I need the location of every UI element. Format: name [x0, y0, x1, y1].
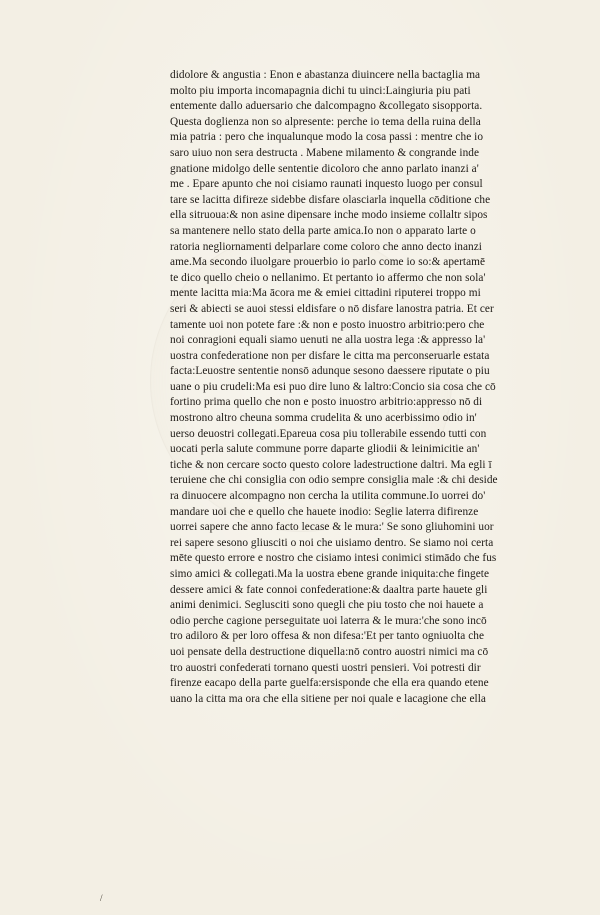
text-line: firenze eacapo della parte guelfa:ersisponde che ella era quando etene: [170, 677, 489, 690]
text-line: mente lacitta mia:Ma ācora me & emiei cittadini riputerei troppo mi: [170, 287, 481, 300]
page-mark: /: [100, 893, 103, 903]
text-line: uano la citta ma ora che ella sitiene per noi quale e lacagione che ella: [170, 692, 486, 705]
text-line: uane o piu crudeli:Ma esi puo dire luno & laltro:Concio sia cosa che cō: [170, 380, 496, 393]
text-line: entemente dallo aduersario che dalcompagno &collegato sisopporta.: [170, 100, 483, 113]
text-line: teruiene che chi consiglia con odio sempre consiglia male :& chi deside: [170, 474, 498, 487]
text-line: uocati perla salute commune porre daparte gliodii & leinimicitie an': [170, 443, 480, 456]
text-line: mostrono altro cheuna somma crudelita & uno acerbissimo odio in': [170, 412, 477, 425]
text-line: uerso deuostri collegati.Epareua cosa piu tollerabile essendo tutti con: [170, 427, 487, 440]
text-line: te dico quello cheio o nellanimo. Et pertanto io affermo che non sola': [170, 271, 486, 284]
text-line: tro auostri confederati tornano questi uostri pensieri. Voi potresti dir: [170, 661, 481, 674]
text-line: seri & abiecti se auoi stessi eldisfare o nō disfare lanostra patria. Et cer: [170, 302, 494, 315]
text-line: Questa doglienza non so alpresente: perche io tema della ruina della: [170, 115, 481, 128]
text-line: rei sapere sesono gliusciti o noi che uisiamo dentro. Se siamo noi certa: [170, 536, 494, 549]
text-line: tamente uoi non potete fare :& non e posto inuostro arbitrio:pero che: [170, 318, 485, 331]
text-line: ra dinuocere alcompagno non cercha la utilita commune.Io uorrei do': [170, 490, 486, 503]
text-line: uostra confederatione non per disfare le citta ma perconseruarle estata: [170, 349, 490, 362]
text-line: tiche & non cercare socto questo colore ladestructione daltri. Ma egli ī: [170, 458, 492, 471]
text-line: me . Epare apunto che noi cisiamo raunati inquesto luogo per consul: [170, 178, 483, 191]
text-line: simo amici & collegati.Ma la uostra ebene grande iniquita:che fingete: [170, 568, 490, 580]
text-line: gnatione midolgo delle sententie dicoloro che anno parlato inanzi a': [170, 162, 479, 175]
text-line: uorrei sapere che anno facto lecase & le mura:' Se sono gliuhomini uor: [170, 521, 494, 534]
text-line: ame.Ma secondo iluolgare prouerbio io parlo come io so:& apertamē: [170, 256, 486, 269]
text-line: ella sitruoua:& non asine dipensare inche modo insieme collaltr sipos: [170, 209, 488, 222]
text-line: tare se lacitta difireze sidebbe disfare olasciarla inquella cōditione che: [170, 193, 491, 206]
text-line: saro uiuo non sera destructa . Mabene milamento & congrande inde: [170, 146, 480, 159]
text-line: tro adiloro & per loro offesa & non difesa:'Et per tanto ogniuolta che: [170, 630, 485, 643]
text-line: dessere amici & fate connoi confederatione:& daaltra parte hauete gli: [170, 583, 488, 596]
text-line: mia patria : pero che inqualunque modo la cosa passi : mentre che io: [170, 131, 484, 144]
text-line: fortino prima quello che non e posto inuostro arbitrio:appresso nō di: [170, 396, 483, 409]
text-line: didolore & angustia : Enon e abastanza diuincere nella bactaglia ma: [170, 69, 481, 81]
text-line: ratoria negliornamenti delparlare come coloro che anno decto inanzi: [170, 240, 482, 253]
text-line: animi denimici. Seglusciti sono quegli che piu tosto che noi hauete a: [170, 599, 484, 612]
text-line: odio perche cagione perseguitate uoi laterra & le mura:'che sono incō: [170, 614, 487, 627]
text-line: uoi pensate della destructione diquella:nō contro auostri nimici ma cō: [170, 645, 489, 658]
text-line: mandare uoi che e quello che hauete inodio: Seglie laterra difirenze: [170, 505, 479, 518]
text-line: facta:Leuostre sententie nonsō adunque sesono daessere riputate o piu: [170, 365, 490, 378]
text-line: mēte questo errore e nostro che cisiamo intesi conimici stimādo che fus: [170, 552, 497, 565]
text-line: sa mantenere nello stato della parte amica.Io non o apparato larte o: [170, 224, 476, 237]
text-line: noi conragioni equali siamo uenuti ne alla uostra lega :& appresso la': [170, 334, 486, 347]
text-line: molto piu importa incomapagnia dichi tu uinci:Laingiuria piu pati: [170, 84, 471, 97]
text-block: [170, 68, 570, 707]
